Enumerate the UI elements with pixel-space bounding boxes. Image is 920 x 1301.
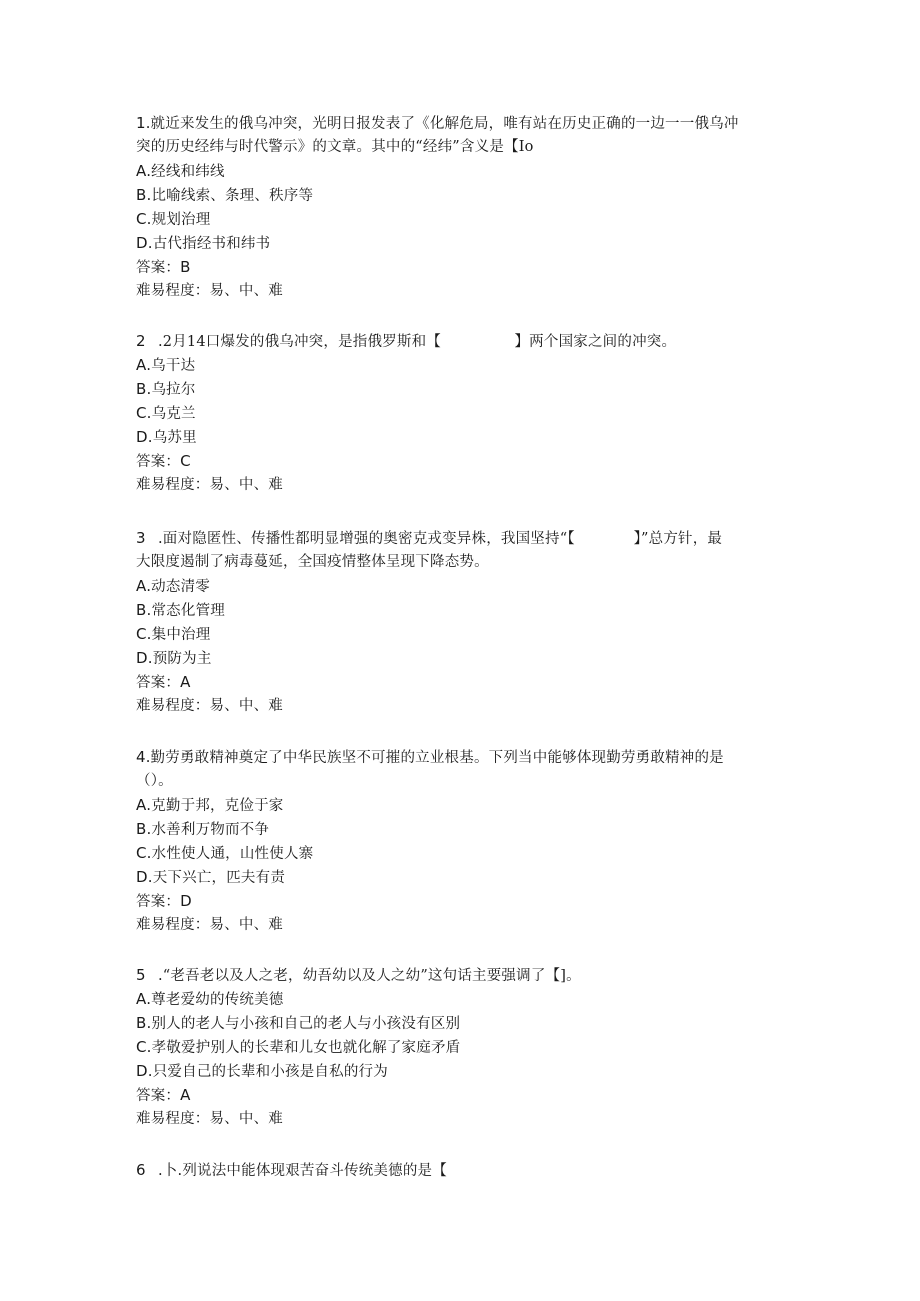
option-b: B.常态化管理 bbox=[136, 601, 225, 619]
option-c: C.水性使人通，山性使人寨 bbox=[136, 844, 314, 862]
question-number: 3 bbox=[136, 529, 146, 547]
question-stem-line: 6 .卜.列说法中能体现艰苦奋斗传统美德的是【 bbox=[136, 1158, 786, 1182]
answer-value: A bbox=[180, 673, 191, 691]
answer-value: C bbox=[180, 452, 191, 470]
option-d: D.预防为主 bbox=[136, 649, 212, 667]
question-stem-line: 1.就近来发生的俄乌冲突，光明日报发表了《化解危局，唯有站在历史正确的一边一一俄乌冲 bbox=[136, 114, 739, 132]
option-b: B.水善利万物而不争 bbox=[136, 820, 270, 838]
option-d: D.只爱自己的长辈和小孩是自私的行为 bbox=[136, 1062, 388, 1080]
difficulty-line: 难易程度：易、中、难 bbox=[136, 698, 283, 714]
question-4 bbox=[136, 745, 786, 937]
question-2 bbox=[136, 329, 786, 497]
answer-line: 答案：B bbox=[136, 258, 191, 276]
question-6 bbox=[136, 1158, 786, 1182]
option-b: B.比喻线索、条理、秩序等 bbox=[136, 186, 314, 204]
question-number: 5 bbox=[136, 966, 146, 984]
question-stem-line: 4.勤劳勇敢精神奠定了中华民族坚不可摧的立业根基。下列当中能够体现勤劳勇敢精神的是 bbox=[136, 748, 724, 766]
answer-line: 答案：C bbox=[136, 452, 191, 470]
option-c: C.规划治理 bbox=[136, 210, 211, 228]
option-a: A.经线和纬线 bbox=[136, 162, 225, 180]
question-number: 4 bbox=[136, 748, 146, 766]
option-a: A.乌干达 bbox=[136, 356, 196, 374]
option-d: D.古代指经书和纬书 bbox=[136, 234, 271, 252]
question-stem-line: 2 .2月14口爆发的俄乌冲突，是指俄罗斯和【 】两个国家之间的冲突。 bbox=[136, 329, 786, 353]
difficulty-line: 难易程度：易、中、难 bbox=[136, 1111, 283, 1127]
question-stem-line: （）。 bbox=[136, 773, 173, 789]
option-a: A.尊老爱幼的传统美德 bbox=[136, 990, 284, 1008]
option-c: C.乌克兰 bbox=[136, 404, 196, 422]
option-b: B.别人的老人与小孩和自己的老人与小孩没有区别 bbox=[136, 1014, 461, 1032]
question-stem-line: 大限度遏制了病毒蔓延，全国疫情整体呈现下降态势。 bbox=[136, 554, 489, 570]
option-d: D.天下兴亡，匹夫有责 bbox=[136, 868, 286, 886]
answer-value: A bbox=[180, 1086, 191, 1104]
question-3 bbox=[136, 526, 786, 718]
question-5 bbox=[136, 963, 786, 1131]
question-number: 2 bbox=[136, 332, 146, 350]
answer-line: 答案：A bbox=[136, 673, 191, 691]
question-stem-line: 突的历史经纬与时代警示》的文章。其中的“经纬”含义是【Io bbox=[136, 139, 534, 155]
question-1 bbox=[136, 111, 786, 303]
difficulty-line: 难易程度：易、中、难 bbox=[136, 917, 283, 933]
answer-value: D bbox=[180, 892, 192, 910]
option-c: C.孝敬爱护别人的长辈和儿女也就化解了家庭矛盾 bbox=[136, 1038, 461, 1056]
option-a: A.动态清零 bbox=[136, 577, 210, 595]
difficulty-line: 难易程度：易、中、难 bbox=[136, 477, 283, 493]
answer-line: 答案：A bbox=[136, 1086, 191, 1104]
option-d: D.乌苏里 bbox=[136, 428, 197, 446]
question-stem-line: 5 .“老吾老以及人之老，幼吾幼以及人之幼”这句话主要强调了【]。 bbox=[136, 963, 786, 987]
question-stem-line: 3 .面对隐匿性、传播性都明显增强的奥密克戎变异株，我国坚持“【 】”总方针，最 bbox=[136, 526, 786, 550]
option-c: C.集中治理 bbox=[136, 625, 211, 643]
question-number: 6 bbox=[136, 1161, 146, 1179]
answer-value: B bbox=[180, 258, 191, 276]
question-number: 1 bbox=[136, 114, 146, 132]
option-a: A.克勤于邦，克俭于家 bbox=[136, 796, 284, 814]
difficulty-line: 难易程度：易、中、难 bbox=[136, 283, 283, 299]
option-b: B.乌拉尔 bbox=[136, 380, 196, 398]
answer-line: 答案：D bbox=[136, 892, 192, 910]
